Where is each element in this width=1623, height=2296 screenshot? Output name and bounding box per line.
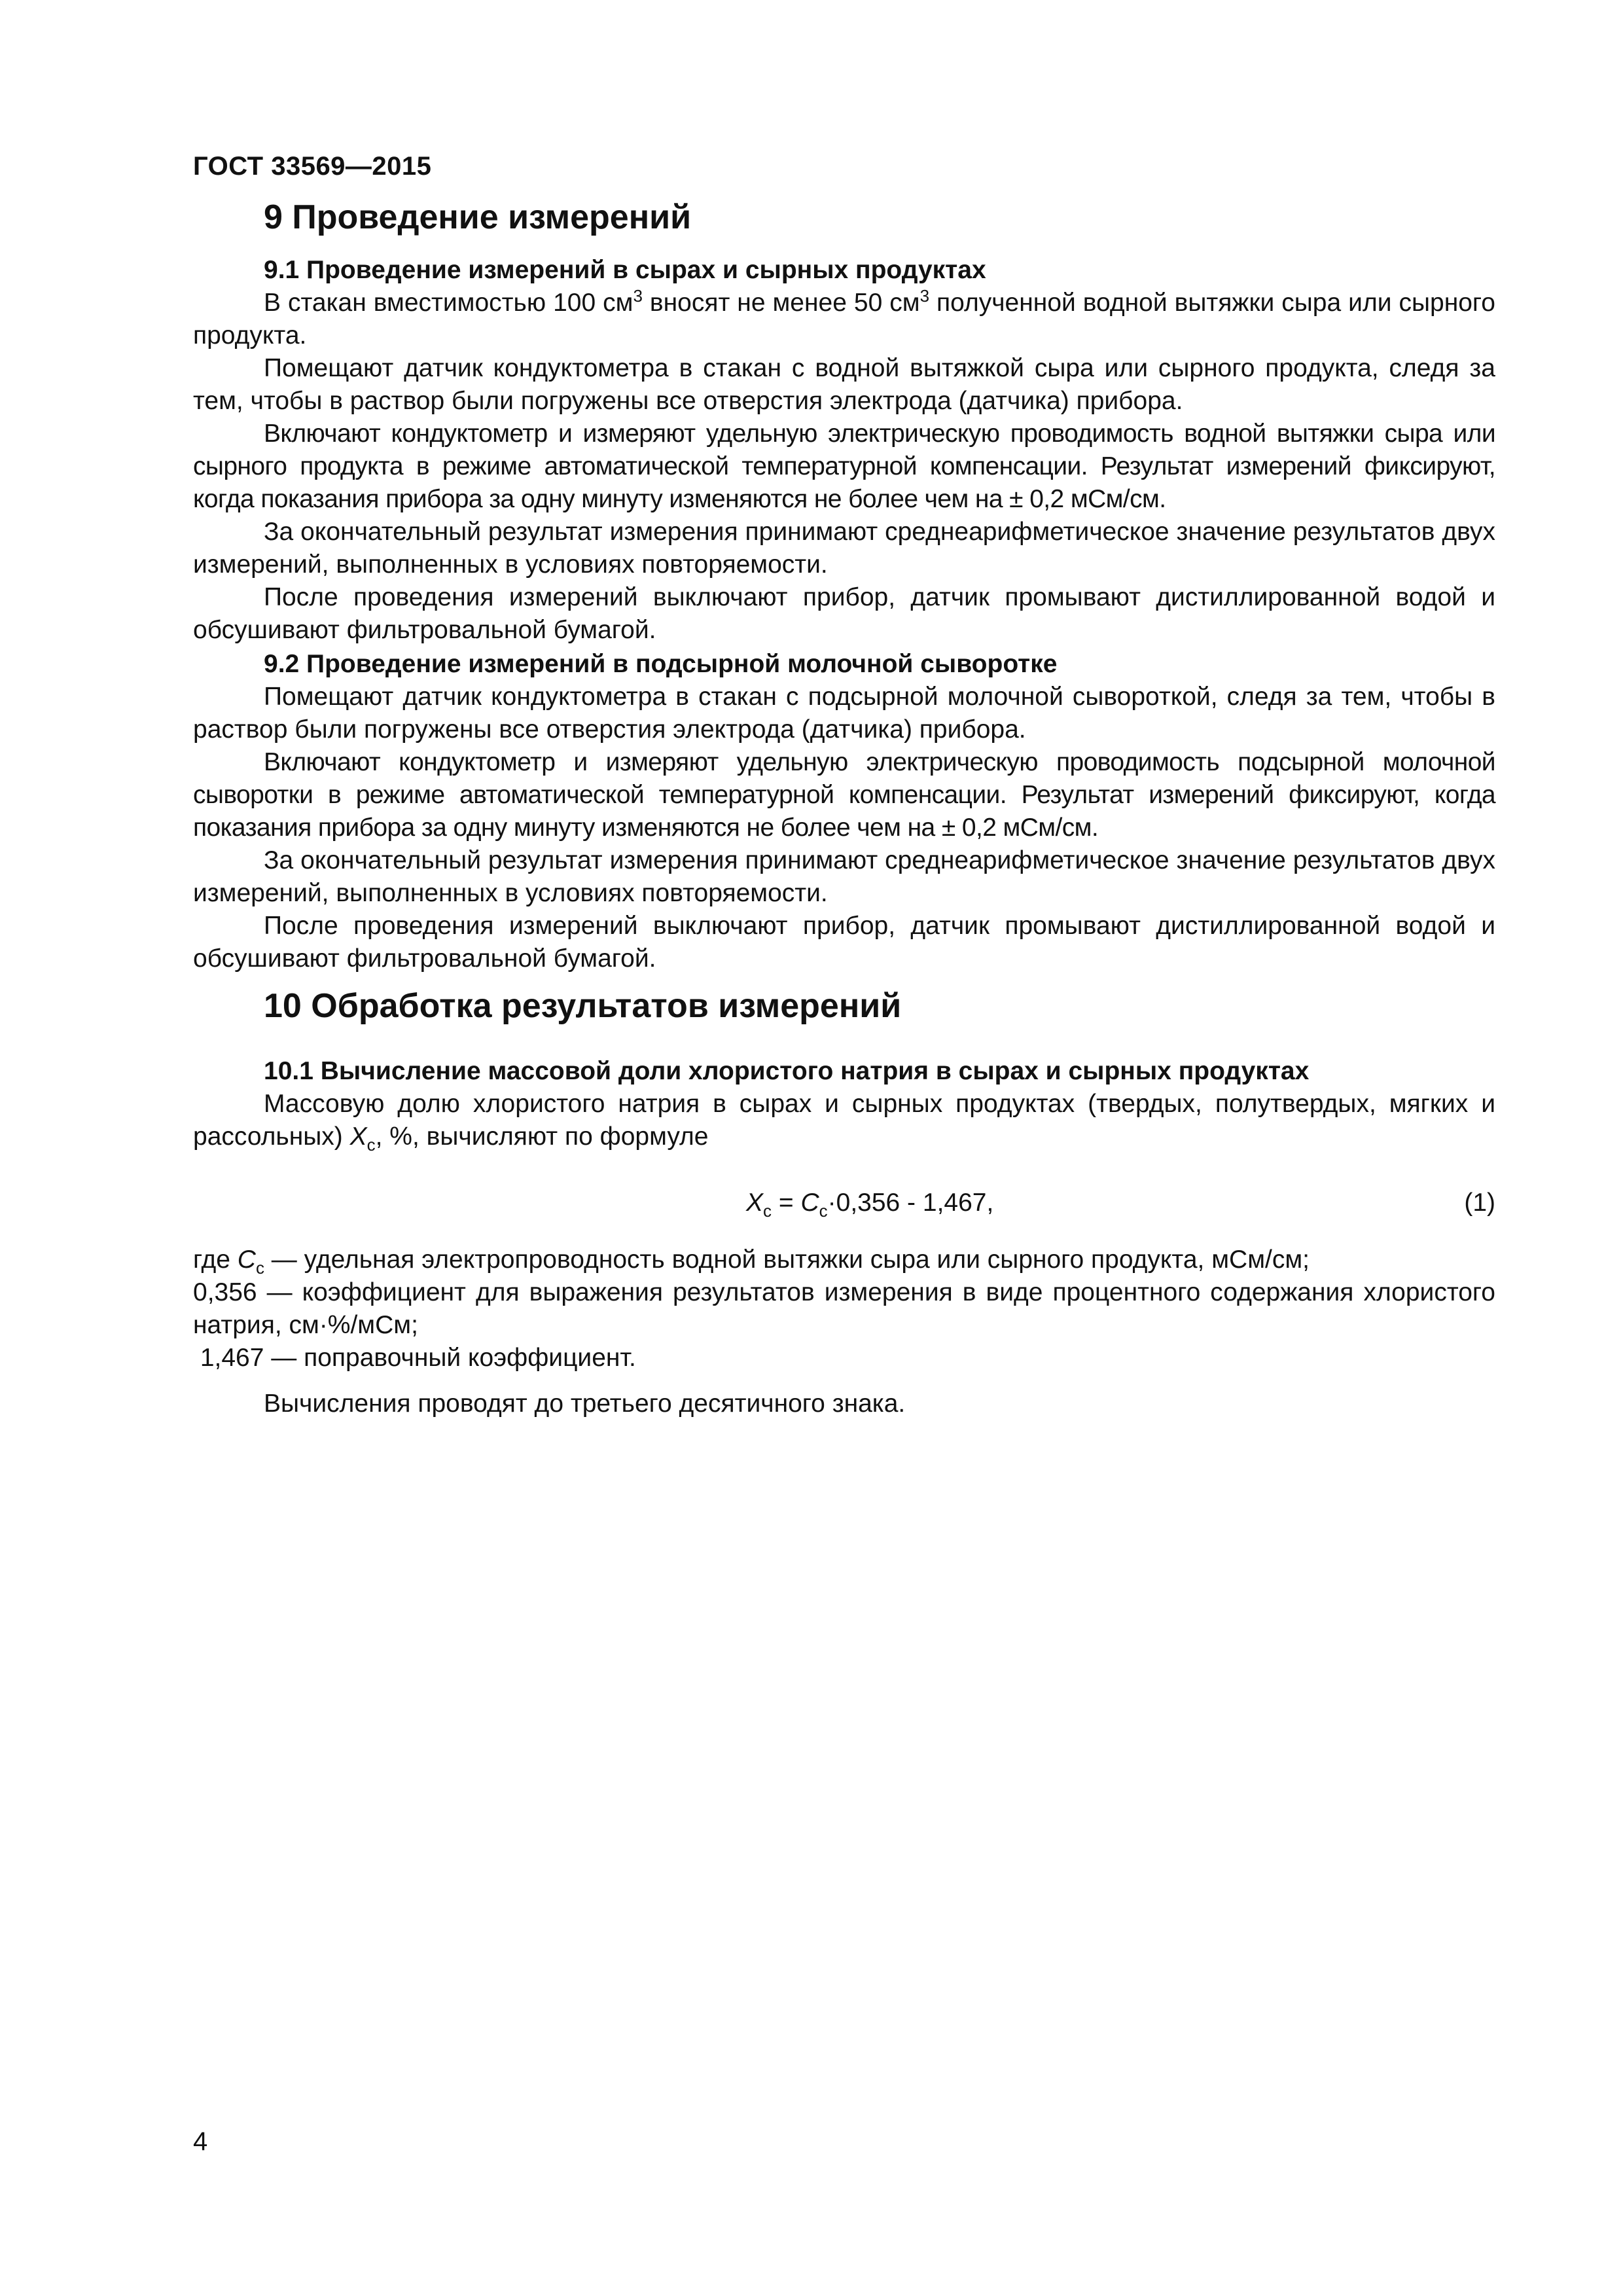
superscript: 3 (633, 286, 643, 306)
paragraph: За окончательный результат измерения принимают среднеарифметическое значение результатов двух измерений, выполненных в условиях повторяемости. (193, 846, 1495, 907)
formula-block (193, 1183, 1495, 1223)
variable-x: X (746, 1189, 764, 1217)
document-id-header: ГОСТ 33569—2015 (193, 152, 432, 181)
section-10 (193, 985, 1495, 1027)
section-10-1 (193, 1055, 1495, 1153)
subscript: c (819, 1200, 828, 1221)
paragraph (193, 287, 1495, 352)
section-10-title: 10 Обработка результатов измерений (264, 987, 902, 1025)
subsection-9-1-title: 9.1 Проведение измерений в сырах и сырных продуктах (264, 256, 986, 284)
text: вносят не менее 50 см (642, 289, 920, 317)
text: Массовую долю хлористого натрия в сырах и сырных продуктах (твердых, полутвердых, мягких и рассольных) (193, 1090, 1495, 1151)
paragraph: За окончательный результат измерения принимают среднеарифметическое значение результатов двух измерений, выполненных в условиях повторяемости. (193, 518, 1495, 579)
definition-correction: 1,467 — поправочный коэффициент. (193, 1344, 636, 1372)
subsection-9-2-title: 9.2 Проведение измерений в подсырной молочной сыворотке (264, 650, 1058, 678)
superscript: 3 (919, 286, 930, 306)
section-9 (193, 196, 1495, 238)
subsection-10-1-title: 10.1 Вычисление массовой доли хлористого натрия в сырах и сырных продуктах (264, 1057, 1310, 1085)
definitions (193, 1244, 1495, 1374)
formula-rest: ·0,356 - 1,467, (827, 1189, 994, 1217)
text: — удельная электропроводность водной вытяжки сыра или сырного продукта, мСм/см; (264, 1246, 1310, 1274)
subscript: c (366, 1134, 376, 1155)
paragraph (193, 1088, 1495, 1153)
variable-x: X (349, 1122, 367, 1151)
text: , %, вычисляют по формуле (375, 1122, 709, 1151)
section-9-1 (193, 254, 1495, 647)
section-9-2 (193, 648, 1495, 975)
subscript: c (255, 1257, 264, 1278)
paragraph: Включают кондуктометр и измеряют удельную электрическую проводимость водной вытяжки сыра или сырного продукта в режиме автоматической температурной компенсации. Результат измерений фиксируют, когда показания прибора за одну минуту изменяются не более чем на ± 0,2 мСм/см. (193, 420, 1495, 513)
section-9-title: 9 Проведение измерений (264, 198, 692, 236)
variable-c: C (237, 1246, 256, 1274)
text: где (193, 1246, 238, 1274)
paragraph: После проведения измерений выключают прибор, датчик промывают дистиллированной водой и обсушивают фильтровальной бумагой. (193, 583, 1495, 644)
paragraph: Помещают датчик кондуктометра в стакан с подсырной молочной сывороткой, следя за тем, чтобы в раствор были погружены все отверстия электрода (датчика) прибора. (193, 683, 1495, 744)
equation-number: (1) (1464, 1189, 1495, 1217)
page-number: 4 (193, 2127, 208, 2156)
final-note (193, 1388, 1495, 1420)
definition-where (193, 1244, 1495, 1276)
paragraph: Помещают датчик кондуктометра в стакан с водной вытяжкой сыра или сырного продукта, следя за тем, чтобы в раствор были погружены все отверстия электрода (датчика) прибора. (193, 354, 1495, 415)
formula (746, 1183, 993, 1223)
variable-c: C (800, 1189, 819, 1217)
definition-coefficient: 0,356 — коэффициент для выражения результатов измерения в виде процентного содержания хлористого натрия, см·%/мСм; (193, 1278, 1495, 1339)
text: В стакан вместимостью 100 см (264, 289, 633, 317)
formula-row (193, 1183, 1495, 1223)
paragraph: Включают кондуктометр и измеряют удельную электрическую проводимость подсырной молочной сыворотки в режиме автоматической температурной компенсации. Результат измерений фиксируют, когда показания прибора за одну минуту изменяются не более чем на ± 0,2 мСм/см. (193, 748, 1495, 842)
equals: = (772, 1189, 801, 1217)
subscript: c (763, 1200, 772, 1221)
paragraph: После проведения измерений выключают прибор, датчик промывают дистиллированной водой и обсушивают фильтровальной бумагой. (193, 912, 1495, 973)
paragraph: Вычисления проводят до третьего десятичного знака. (264, 1390, 906, 1418)
text: полученной водной вытяжки сыра или сырного продукта. (193, 289, 1495, 350)
